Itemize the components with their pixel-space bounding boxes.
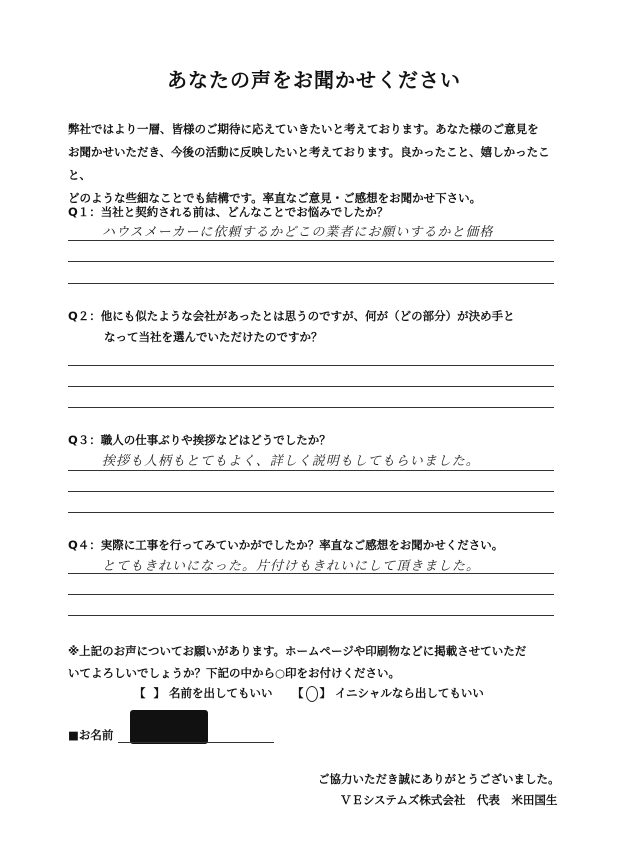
option-label: 名前を出してもいい: [169, 686, 273, 700]
name-label: ■お名前: [68, 728, 114, 742]
bracket-close: 】: [319, 686, 331, 700]
answer-line: [68, 365, 554, 366]
intro-line: 弊社ではより一層、皆様のご期待に応えていきたいと考えております。あなた様のご意見を: [68, 122, 539, 136]
question-2-line1: Q２：他にも似たような会社があったとは思うのですが、何が（どの部分）が決め手と: [68, 309, 515, 323]
intro-line: お聞かせいただき、今後の活動に反映したいと考えております。良かったこと、嬉しかったこと、: [68, 145, 550, 182]
circle-mark-icon: [306, 686, 318, 702]
page-title: あなたの声をお聞かせください: [167, 68, 461, 92]
question-2: [68, 306, 568, 348]
footer-thanks: ご協力いただき誠にありがとうございました。: [318, 772, 560, 786]
answer-line: [68, 407, 554, 408]
answer-4: とてもきれいになった。片付けもきれいにして頂きました。: [102, 559, 481, 574]
answer-line: [68, 386, 554, 387]
option-initial-ok[interactable]: [292, 685, 484, 702]
answer-line: [68, 491, 554, 492]
note-line: いてよろしいでしょうか？下記の中から○印をお付けください。: [68, 666, 401, 680]
option-name-ok[interactable]: [134, 685, 273, 701]
answer-line: [68, 512, 554, 513]
bracket-open: 【: [134, 686, 146, 700]
question-2-line2: なって当社を選んでいただけたのですか？: [104, 330, 323, 344]
publish-note: [68, 640, 568, 684]
answer-line: [68, 573, 554, 574]
bracket-close: 】: [153, 686, 165, 700]
answer-line: [68, 594, 554, 595]
option-label: イニシャルなら出してもいい: [335, 686, 484, 700]
answer-line: [68, 261, 554, 262]
answer-3: 挨拶も人柄もとてもよく、詳しく説明もしてもらいました。: [102, 454, 480, 469]
intro-line: どのような些細なことでも結構です。率直なご意見・ご感想をお聞かせ下さい。: [68, 191, 482, 205]
note-line: ※上記のお声についてお願いがあります。ホームページや印刷物などに掲載させていただ: [68, 644, 527, 658]
question-1: Q１：当社と契約される前は、どんなことでお悩みでしたか？: [68, 205, 389, 219]
redacted-name: [130, 710, 208, 744]
answer-line: [68, 470, 554, 471]
answer-1: ハウスメーカーに依頼するかどこの業者にお願いするかと価格: [102, 225, 494, 240]
name-line: [118, 742, 274, 743]
answer-line: [68, 615, 554, 616]
bracket-open: 【: [292, 686, 304, 700]
intro-text: [68, 118, 568, 210]
question-4: Q４：実際に工事を行ってみていかがでしたか？率直なご感想をお聞かせください。: [68, 538, 504, 552]
answer-line: [68, 240, 554, 241]
answer-line: [68, 283, 554, 284]
question-3: Q３：職人の仕事ぶりや挨拶などはどうでしたか？: [68, 433, 331, 447]
footer-company: ＶＥシステムズ株式会社 代表 米田国生: [340, 793, 558, 807]
